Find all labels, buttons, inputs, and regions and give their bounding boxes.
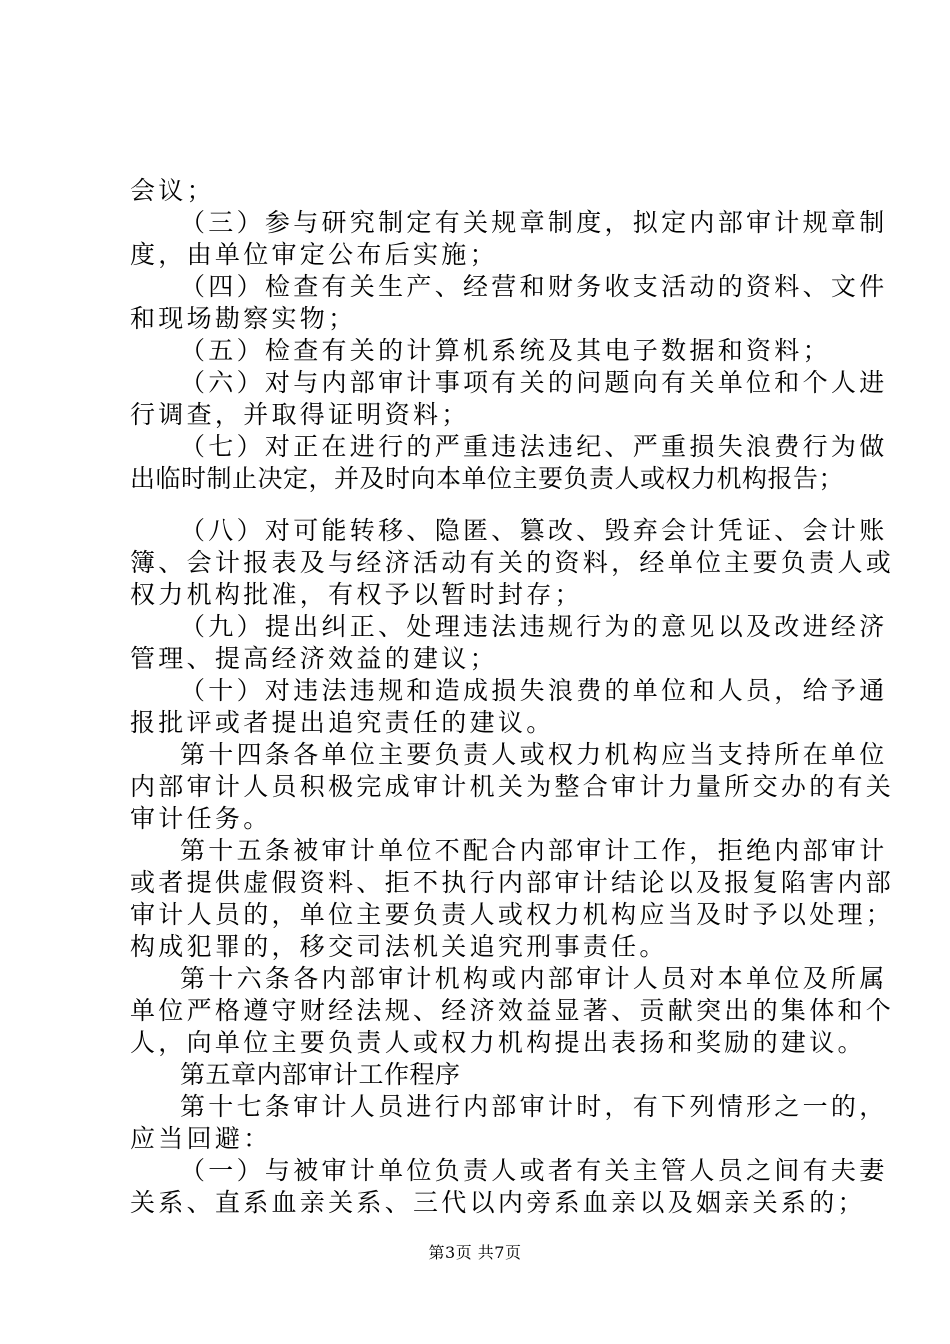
text-line: 第十七条审计人员进行内部审计时，有下列情形之一的，	[180, 1092, 888, 1121]
text-line: 审计人员的，单位主要负责人或权力机构应当及时予以处理；	[130, 900, 895, 929]
text-line: 人，向单位主要负责人或权力机构提出表扬和奖励的建议。	[130, 1028, 866, 1057]
text-line: 构成犯罪的，移交司法机关追究刑事责任。	[130, 932, 668, 961]
text-line: （八）对可能转移、隐匿、篡改、毁弃会计凭证、会计账	[180, 516, 888, 545]
text-line: 单位严格遵守财经法规、经济效益显著、贡献突出的集体和个	[130, 996, 895, 1025]
text-line: 行调查，并取得证明资料；	[130, 400, 470, 429]
text-line: （九）提出纠正、处理违法违规行为的意见以及改进经济	[180, 612, 888, 641]
text-line: （三）参与研究制定有关规章制度，拟定内部审计规章制	[180, 208, 888, 237]
text-line: 和现场勘察实物；	[130, 304, 357, 333]
text-line: 第十六条各内部审计机构或内部审计人员对本单位及所属	[180, 964, 888, 993]
text-line: 应当回避：	[130, 1124, 272, 1153]
chapter-heading: 第五章内部审计工作程序	[180, 1060, 461, 1089]
text-line: （六）对与内部审计事项有关的问题向有关单位和个人进	[180, 368, 888, 397]
text-line: 出临时制止决定，并及时向本单位主要负责人或权力机构报告；	[130, 464, 845, 493]
text-line: （一）与被审计单位负责人或者有关主管人员之间有夫妻	[180, 1156, 888, 1185]
text-line: 审计任务。	[130, 804, 272, 833]
text-line: （五）检查有关的计算机系统及其电子数据和资料；	[180, 336, 831, 365]
page-footer: 第3页 共7页	[428, 1243, 522, 1262]
text-line: 或者提供虚假资料、拒不执行内部审计结论以及报复陷害内部	[130, 868, 895, 897]
text-line: （七）对正在进行的严重违法违纪、严重损失浪费行为做	[180, 432, 888, 461]
text-line: 第十五条被审计单位不配合内部审计工作，拒绝内部审计	[180, 836, 888, 865]
text-line: 度，由单位审定公布后实施；	[130, 240, 498, 269]
text-line: 簿、会计报表及与经济活动有关的资料，经单位主要负责人或	[130, 548, 895, 577]
text-line: 会议；	[130, 176, 215, 205]
text-line: 报批评或者提出追究责任的建议。	[130, 708, 555, 737]
text-line: 第十四条各单位主要负责人或权力机构应当支持所在单位	[180, 740, 888, 769]
text-line: 权力机构批准，有权予以暂时封存；	[130, 580, 583, 609]
text-line: （十）对违法违规和造成损失浪费的单位和人员，给予通	[180, 676, 888, 705]
text-line: 关系、直系血亲关系、三代以内旁系血亲以及姻亲关系的；	[130, 1188, 866, 1217]
text-line: 内部审计人员积极完成审计机关为整合审计力量所交办的有关	[130, 772, 895, 801]
text-line: 管理、提高经济效益的建议；	[130, 644, 498, 673]
text-line: （四）检查有关生产、经营和财务收支活动的资料、文件	[180, 272, 888, 301]
